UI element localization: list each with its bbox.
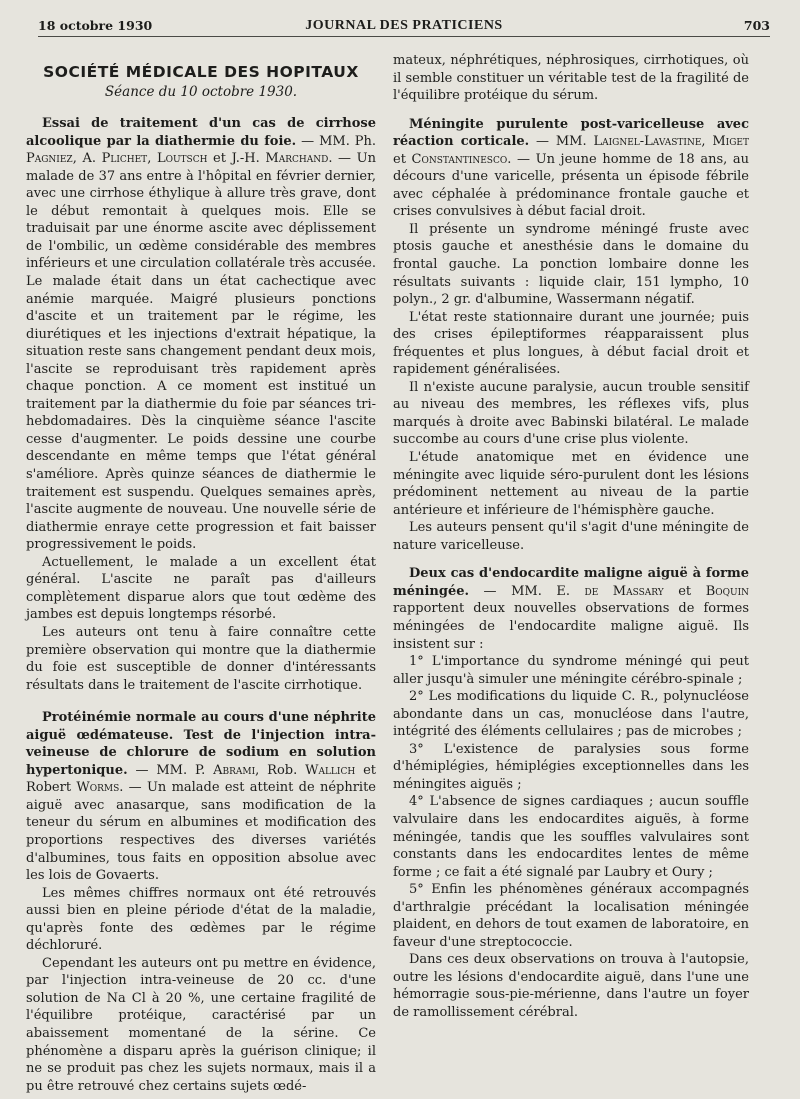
list-item: 3° L'existence de paralysies sous forme d'hémiplégies, hémiplégies exceptionnelles dans les méningites aiguës ; [393,741,749,792]
paragraph: Les auteurs pensent qu'il s'agit d'une méningite de nature varicelleuse. [393,520,749,553]
paragraph: Les auteurs ont tenu à faire connaître cette première observation qui montre que la diathermie du foie est susceptible de donner d'intéressants résultats dans le traitement de l'ascite cirrhotique. [26,624,376,693]
society-heading: SOCIÉTÉ MÉDICALE DES HOPITAUX [43,63,359,81]
author-name: Marchand [265,151,329,167]
list-item: 4° L'absence de signes cardiaques ; aucun souffle valvulaire dans les endocardites aiguës, à forme méningée, tandis que les souffles valvulaires sont constants dans les endocardites lentes de même forme ; ce fait a été signalé par Laubry et Oury ; [393,794,749,880]
author-name: Constantinesco [411,151,508,167]
paragraph: Il n'existe aucune paralysie, aucun trouble sensitif au niveau des membres, les réflexes vifs, plus marqués à droite avec Babinski bilatéral. Le malade succombe au cours d'une crise plus violente. [393,379,749,448]
session-date: Séance du 10 octobre 1930. [104,83,298,100]
paragraph-continued: mateux, néphrétiques, néphrosiques, cirrhotiques, où il semble constituer un véritable test de la fragilité de l'équilibre protéique du sérum. [393,53,749,104]
article-3-intro: Méningite purulente post-varicelleuse avec réaction corticale. — MM. Laignel-Lavastine, Miget et Constantinesco. — Un jeune homme de 18 ans, au décours d'une varicelle, présenta un épisode fébrile avec céphalée à prédominance frontale gauche et crises convulsives à début facial droit. [393,116,749,220]
author-name: Wallich [305,762,356,778]
list-item: 2° Les modifications du liquide C. R., polynucléose abondante dans un cas, monucléose dans l'autre, intégrité des éléments cellulaires ; pas de microbes ; [393,689,749,740]
paragraph: L'étude anatomique met en évidence une méningite avec liquide séro-purulent dont les lésions prédominent nettement au niveau de la partie antérieure et inférieure de l'hémisphère gauche. [393,450,749,518]
article-3-title: Méningite purulente post-varicelleuse avec réaction corticale. [393,116,749,150]
right-column [393,52,749,1022]
page-header [38,14,770,37]
page-number: 703 [743,18,770,33]
author-name: Abrami [213,762,256,778]
author-name: Boquin [705,583,750,599]
paragraph: Actuellement, le malade a un excellent état général. L'ascite ne paraît pas d'ailleurs complètement disparue alors que tout œdème des jambes est depuis longtemps résorbé. [26,554,376,623]
author-name: Laignel-Lavastine [593,134,702,150]
article-4-intro: Deux cas d'endocardite maligne aiguë à forme méningée. — MM. E. de Massary et Boquin rapportent deux nouvelles observations de formes méningées de l'endocardite maligne aiguë. Ils insistent sur : [393,566,750,652]
paragraph: Il présente un syndrome méningé fruste avec ptosis gauche et anesthésie dans le domaine du frontal gauche. La ponction lombaire donne les résultats suivants : liquide clair, 151 lympho, 10 polyn., 2 gr. d'albumine, Wassermann négatif. [393,221,749,308]
author-name: de Massary [584,583,664,599]
article-2-intro: Protéinémie normale au cours d'une néphrite aiguë œdémateuse. Test de l'injection intra-veineuse de chlorure de sodium en solution hypertonique. — MM. P. Abrami, Rob. Wallich et Robert Worms. — Un malade est atteint de néphrite aiguë avec anasarque, sans modification de la teneur du sérum en albumines et modification des proportions respectives des diverses variétés d'albumines, tous faits en opposition absolue avec les lois de Govaerts. [26,710,376,884]
left-column [26,60,376,1095]
paragraph: L'état reste stationnaire durant une journée; puis des crises épileptiformes réapparaissent plus fréquentes et plus longues, à début facial droit et rapidement généralisées. [393,309,749,378]
author-name: Pagniez [26,151,73,167]
paragraph: Les mêmes chiffres normaux ont été retrouvés aussi bien en pleine période d'état de la maladie, qu'après fonte des œdèmes par le régime déchloruré. [26,885,376,954]
author-name: Loutsch [156,151,208,167]
article-2-title: Protéinémie normale au cours d'une néphrite aiguë œdémateuse. Test de l'injection intra-veineuse de chlorure de sodium en solution hypertonique. [26,710,376,778]
article-4-title: Deux cas d'endocardite maligne aiguë à forme méningée. [393,566,749,599]
author-name: Plichet [101,151,148,167]
article-1-intro: Essai de traitement d'un cas de cirrhose alcoolique par la diathermie du foie. — MM. Ph. Pagniez, A. Plichet, Loutsch et J.-H. Marchand. — Un malade de 37 ans entre à l'hôpital en février dernier, avec une cirrhose éthylique à allure très grave, dont le début remontait à quelques mois. Elle se traduisait par une énorme ascite avec déplissement de l'ombilic, un œdème considérable des membres inférieurs et une circulation collatérale très accusée. Le malade était dans un état cachectique avec anémie marquée. Maigré plusieurs ponctions d'ascite et un traitement par le régime, les diurétiques et les injections d'extrait hépatique, la situation reste sans changement pendant deux mois, l'ascite se reproduisant très rapidement après chaque ponction. A ce moment est institué un traitement par la diathermie du foie par séances tri-hebdomadaires. Dès la cinquième séance l'ascite cesse d'augmenter. Le poids dessine une courbe descendante en même temps que l'état général s'améliore. Après quinze séances de diathermie le traitement est suspendu. Quelques semaines après, l'ascite augmente de nouveau. Une nouvelle série de diathermie enraye cette progression et fait baisser progressivement le poids. [26,116,377,553]
list-item: 5° Enfin les phénomènes généraux accompagnés d'arthralgie précédant la localisation méningée plaident, en dehors de tout examen de laboratoire, en faveur d'une streptococcie. [393,882,749,950]
journal-title: JOURNAL DES PRATICIENS [305,18,503,33]
paragraph: Cependant les auteurs ont pu mettre en évidence, par l'injection intra-veineuse de 20 cc. d'une solution de Na Cl à 20 %, une certaine fragilité de l'équilibre protéique, caractérisé par un abaissement momentané de la sérine. Ce phénomène a disparu après la guérison clinique; il ne se produit pas chez les sujets normaux, mais il a pu être retrouvé chez certains sujets œdé- [26,955,376,1094]
article-1-title: Essai de traitement d'un cas de cirrhose alcoolique par la diathermie du foie. [26,116,376,149]
paragraph: Dans ces deux observations on trouva à l'autopsie, outre les lésions d'endocardite aiguë, dans l'une une hémorragie sous-pie-mérienne, dans l'autre un foyer de ramollissement cérébral. [393,952,749,1020]
author-name: Miget [712,134,749,150]
author-name: Worms [76,780,120,796]
list-item: 1° L'importance du syndrome méningé qui peut aller jusqu'à simuler une méningite cérébro-spinale ; [393,654,749,687]
issue-date: 18 octobre 1930 [38,18,153,33]
